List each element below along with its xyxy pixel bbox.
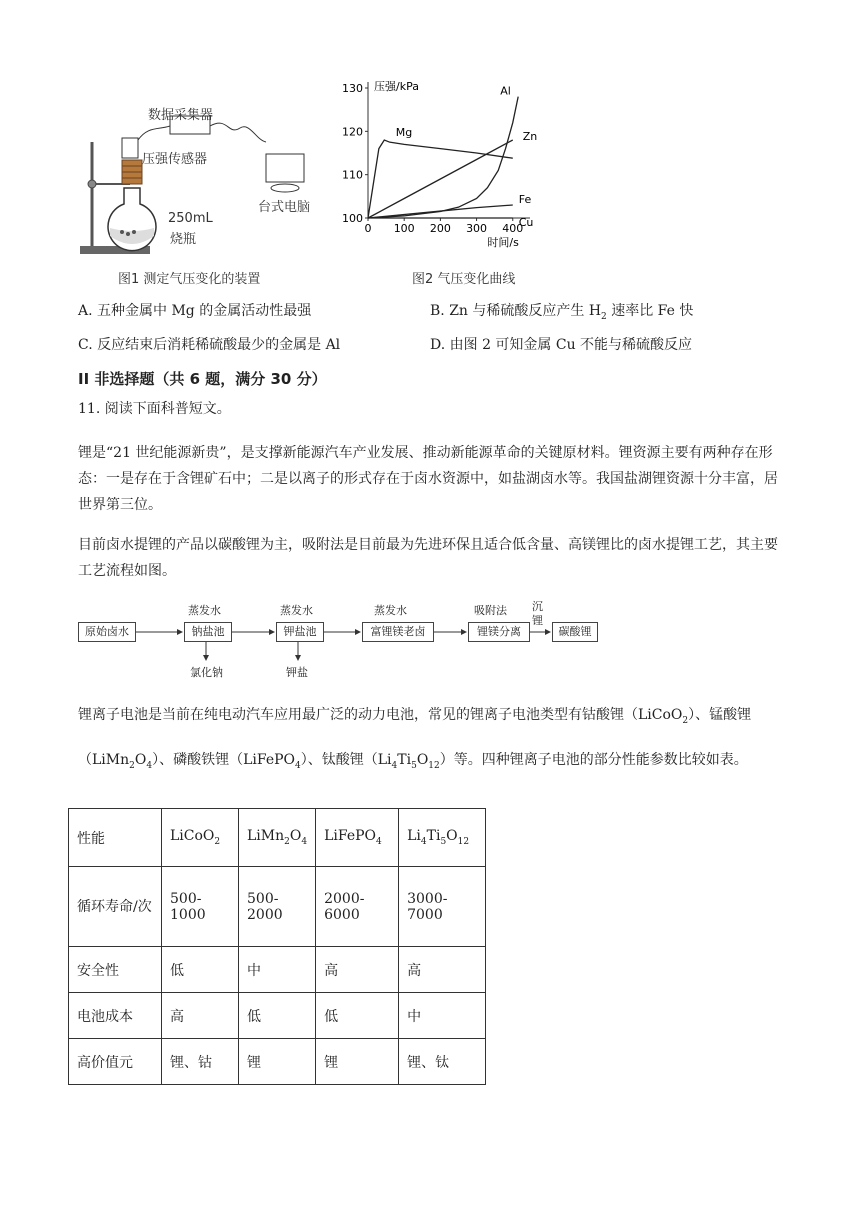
series-label-cu: Cu <box>518 216 534 229</box>
option-b: B. Zn 与稀硫酸反应产生 $H_2$ 速率比 Fe 快 <box>430 303 694 322</box>
label-desktop-computer: 台式电脑 <box>258 200 311 215</box>
pressure-sensor <box>122 138 138 158</box>
label-flask: 烧瓶 <box>170 232 197 247</box>
label-pressure-sensor: 压强传感器 <box>142 152 208 167</box>
x-axis-label: 时间/s <box>487 236 519 249</box>
figure1-caption: 图1 测定气压变化的装置 <box>118 272 261 287</box>
table-header-lifepo4: LiFePO$_4$ <box>316 809 399 867</box>
figure2-caption: 图2 气压变化曲线 <box>412 272 516 287</box>
formula-licoo2: LiCoO$_2$ <box>638 707 689 726</box>
formula-limn2o4: $LiMn_2O_4$ <box>92 751 153 771</box>
series-label-al: Al <box>500 84 511 98</box>
process-flowchart <box>78 598 608 688</box>
x-tick-label: 300 <box>466 222 488 235</box>
option-a: A. 五种金属中 Mg 的金属活动性最强 <box>78 303 312 319</box>
paragraph-battery-types: 锂离子电池是当前在纯电动汽车应用最广泛的动力电池，常见的锂离子电池类型有钴酸锂（LiCoO$_2$）、锰酸锂$(LiMn_2O_4)$、磷酸铁锂（LiFePO$_4$）、钛酸锂$(Li_4Ti_5O_{12})$等。四种锂离子电池的部分性能参数比较如表。 <box>78 707 752 771</box>
table-cell: 低 <box>316 993 399 1039</box>
y-tick-label: 120 <box>342 125 363 139</box>
flow-above-1: 蒸发水 <box>188 604 221 617</box>
table-cell: 锂 <box>239 1039 316 1085</box>
battery-performance-table <box>68 808 486 1085</box>
formula-li4ti5o12: $Li_4Ti_5O_{12}$ <box>377 751 440 771</box>
paragraph-brine-extraction: 目前卤水提锂的产品以碳酸锂为主，吸附法是目前最为先进环保且适合低含量、高镁锂比的卤水提锂工艺，其主要工艺流程如图。 <box>78 537 778 579</box>
flow-box-lithium-rich-brine: 富锂镁老卤 <box>362 622 434 642</box>
x-tick-label: 200 <box>429 222 451 235</box>
flow-below-2: 钾盐 <box>286 666 308 679</box>
y-tick-label: 100 <box>342 212 363 225</box>
flow-above-3: 蒸发水 <box>374 604 407 617</box>
table-header-limn2o4: $LiMn_2O_4$ <box>239 809 316 867</box>
flow-arrows <box>78 598 608 688</box>
section-title: II 非选择题（共 6 题，满分 30 分） <box>78 370 327 388</box>
table-cell: 500-2000 <box>239 867 316 947</box>
y-tick-label: 110 <box>342 168 363 182</box>
table-cell: 中 <box>239 947 316 993</box>
option-c: C. 反应结束后消耗稀硫酸最少的金属是 Al <box>78 337 341 353</box>
table-row <box>69 993 486 1039</box>
flow-box-potassium-pond: 钾盐池 <box>276 622 324 642</box>
flow-above-4: 吸附法 <box>474 604 507 617</box>
computer-monitor <box>266 154 304 182</box>
label-data-collector: 数据采集器 <box>148 108 214 123</box>
x-tick-label: 100 <box>393 222 415 235</box>
flow-box-li-mg-separation: 锂镁分离 <box>468 622 530 642</box>
table-row <box>69 1039 486 1085</box>
table-row-label: 电池成本 <box>69 993 162 1039</box>
paragraph-lithium-resources: 锂是“21 世纪能源新贵”，是支撑新能源汽车产业发展、推动新能源革命的关键原材料。锂资源主要有两种存在形态：一是存在于含锂矿石中；二是以离子的形式存在于卤水资源中，如盐湖卤水等。我国盐湖锂资源十分丰富，居世界第三位。 <box>78 445 778 513</box>
table-row-label: 安全性 <box>69 947 162 993</box>
table-row-label: 循环寿命/次 <box>69 867 162 947</box>
table-cell: 锂、钴 <box>162 1039 239 1085</box>
table-cell: 锂、钛 <box>399 1039 486 1085</box>
table-cell: 高 <box>316 947 399 993</box>
table-cell: 低 <box>162 947 239 993</box>
formula-lifepo4: LiFePO$_4$ <box>243 751 301 771</box>
option-d: D. 由图 2 可知金属 Cu 不能与稀硫酸反应 <box>430 337 693 353</box>
y-axis-label: 压强/kPa <box>374 80 419 93</box>
series-label-fe: Fe <box>518 193 532 206</box>
table-cell: 低 <box>239 993 316 1039</box>
table-header-licoo2: LiCoO$_2$ <box>162 809 239 867</box>
series-label-zn: Zn <box>522 130 538 143</box>
table-header-li4ti5o12: $Li_4Ti_5O_{12}$ <box>399 809 486 867</box>
table-header-row <box>69 809 486 867</box>
table-cell: 锂 <box>316 1039 399 1085</box>
table-cell: 500-1000 <box>162 867 239 947</box>
series-line-al <box>368 97 518 218</box>
flow-above-2: 蒸发水 <box>280 604 313 617</box>
table-row-label: 高价值元 <box>69 1039 162 1085</box>
flow-below-1: 氯化钠 <box>190 666 223 679</box>
flow-above-5: 沉 <box>532 600 543 613</box>
x-tick-label: 400 <box>502 222 524 235</box>
table-cell: 3000-7000 <box>399 867 486 947</box>
series-label-mg: Mg <box>395 126 413 139</box>
label-flask-volume: 250mL <box>168 211 213 226</box>
flow-box-raw-brine: 原始卤水 <box>78 622 136 642</box>
table-cell: 高 <box>162 993 239 1039</box>
table-cell: 2000-6000 <box>316 867 399 947</box>
y-tick-label: 130 <box>342 82 363 95</box>
table-row <box>69 867 486 947</box>
question-11-intro: 11. 阅读下面科普短文。 <box>78 401 231 417</box>
pressure-chart <box>330 76 560 266</box>
flow-above-6: 锂 <box>532 614 543 627</box>
figure1-apparatus <box>78 76 328 266</box>
table-cell: 高 <box>399 947 486 993</box>
x-tick-label: 0 <box>364 222 372 235</box>
table-row <box>69 947 486 993</box>
table-header-label: 性能 <box>69 809 162 867</box>
flow-box-sodium-pond: 钠盐池 <box>184 622 232 642</box>
flow-box-lithium-carbonate: 碳酸锂 <box>552 622 598 642</box>
table-cell: 中 <box>399 993 486 1039</box>
